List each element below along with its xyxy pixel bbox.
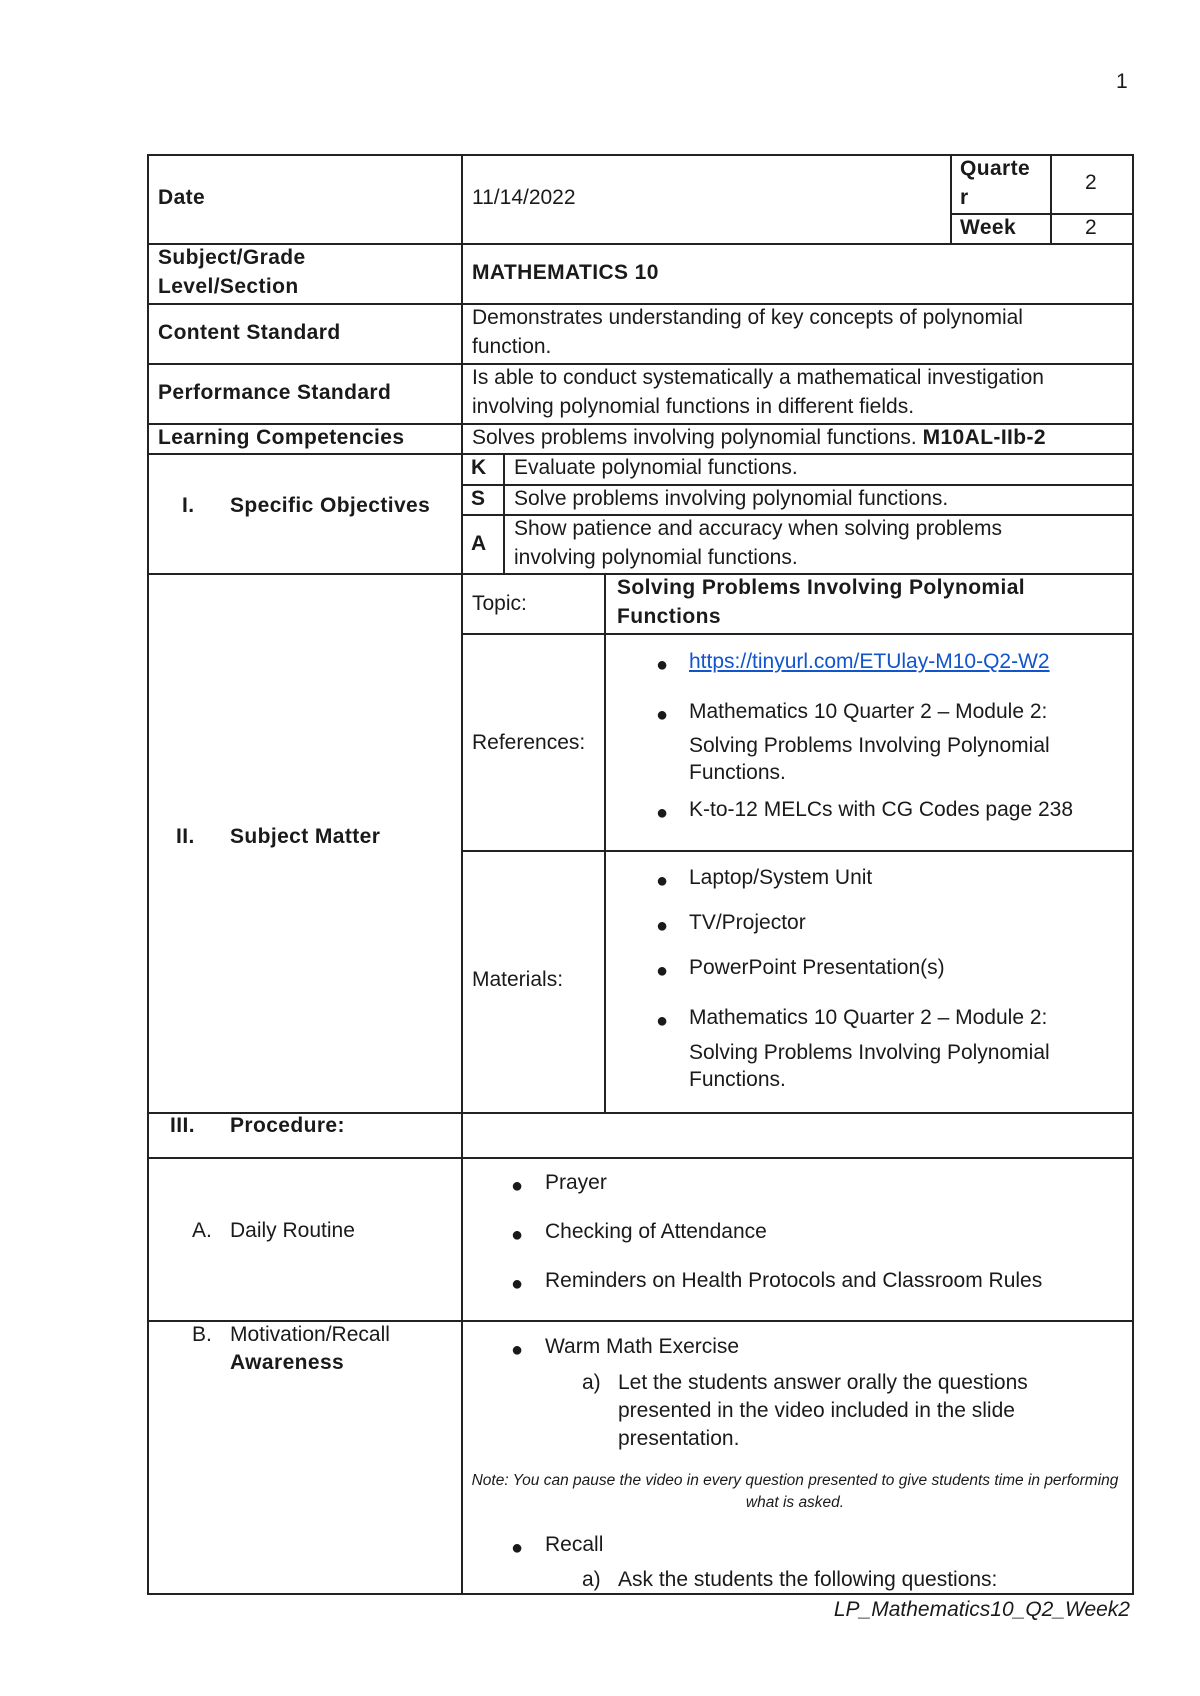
footer-doc-code: LP_Mathematics10_Q2_Week2 — [833, 1598, 1130, 1621]
procedure-label: Procedure: — [230, 1114, 345, 1137]
topic-label: Topic: — [472, 592, 527, 615]
warm-math-exercise: Warm Math Exercise — [545, 1335, 740, 1358]
reference-module-line3: Functions. — [689, 761, 786, 784]
learning-competencies-label: Learning Competencies — [158, 426, 405, 449]
content-standard-label: Content Standard — [158, 321, 341, 344]
reference-module-line1: Mathematics 10 Quarter 2 – Module 2: — [689, 700, 1048, 723]
bullet-icon: ● — [656, 1010, 669, 1032]
week-label: Week — [960, 216, 1017, 239]
material-powerpoint: PowerPoint Presentation(s) — [689, 956, 945, 979]
routine-reminders: Reminders on Health Protocols and Classroom Rules — [545, 1269, 1043, 1292]
topic-line1: Solving Problems Involving Polynomial — [617, 576, 1026, 599]
bullet-icon: ● — [656, 915, 669, 937]
content-standard-line2: function. — [472, 335, 552, 358]
quarter-value: 2 — [1085, 171, 1097, 194]
warm-a-letter: a) — [582, 1371, 601, 1394]
objective-a-line1: Show patience and accuracy when solving problems — [514, 517, 1002, 540]
competency-code: M10AL-IIb-2 — [922, 426, 1046, 449]
bullet-icon: ● — [656, 704, 669, 726]
performance-standard-line1: Is able to conduct systematically a mathematical investigation — [472, 366, 1044, 389]
material-module-line1: Mathematics 10 Quarter 2 – Module 2: — [689, 1006, 1048, 1029]
recall-a-letter: a) — [582, 1568, 601, 1591]
routine-prayer: Prayer — [545, 1171, 607, 1194]
objectives-label: Specific Objectives — [230, 494, 431, 517]
bullet-icon: ● — [656, 960, 669, 982]
performance-standard-label: Performance Standard — [158, 381, 392, 404]
objective-a-letter: A — [471, 532, 487, 555]
motivation-label: Motivation/Recall — [230, 1323, 390, 1346]
routine-attendance: Checking of Attendance — [545, 1220, 767, 1243]
topic-line2: Functions — [617, 605, 721, 628]
date-value: 11/14/2022 — [472, 186, 576, 209]
performance-standard-line2: involving polynomial functions in different fields. — [472, 395, 915, 418]
bullet-icon: ● — [656, 654, 669, 676]
teacher-note: Note: You can pause the video in every question presented to give students time in performing what is asked. — [471, 1472, 1119, 1511]
recall-a: Ask the students the following questions: — [618, 1568, 998, 1591]
quarter-label: Quarte — [960, 157, 1031, 180]
objective-a-line2: involving polynomial functions. — [514, 546, 798, 569]
references-label: References: — [472, 731, 586, 754]
recall: Recall — [545, 1533, 604, 1556]
subject-matter-roman: II. — [176, 825, 195, 848]
learning-competencies-text — [472, 424, 1046, 452]
objective-k-letter: K — [471, 456, 487, 479]
learning-competencies-value: Solves problems involving polynomial functions. — [472, 426, 917, 449]
material-tv: TV/Projector — [689, 911, 806, 934]
reference-link[interactable]: https://tinyurl.com/ETUlay-M10-Q2-W2 — [689, 650, 1050, 673]
bullet-icon: ● — [511, 1224, 524, 1246]
daily-routine-label: Daily Routine — [230, 1219, 355, 1242]
reference-melcs: K-to-12 MELCs with CG Codes page 238 — [689, 798, 1074, 821]
motivation-letter: B. — [192, 1323, 212, 1346]
subject-label-2: Level/Section — [158, 275, 299, 298]
procedure-roman: III. — [170, 1114, 195, 1137]
bullet-icon: ● — [511, 1273, 524, 1295]
objective-k-text: Evaluate polynomial functions. — [514, 456, 798, 479]
quarter-label-wrap: r — [960, 186, 969, 209]
content-standard-line1: Demonstrates understanding of key concepts of polynomial — [472, 306, 1023, 329]
bullet-icon: ● — [511, 1537, 524, 1559]
daily-routine-letter: A. — [192, 1219, 212, 1242]
bullet-icon: ● — [511, 1339, 524, 1361]
warm-a-line3: presentation. — [618, 1427, 740, 1450]
objective-s-letter: S — [471, 487, 486, 510]
warm-a-line1: Let the students answer orally the questions — [618, 1371, 1028, 1394]
warm-a-line2: presented in the video included in the slide — [618, 1399, 1015, 1422]
motivation-sub: Awareness — [230, 1351, 345, 1374]
reference-module-line2: Solving Problems Involving Polynomial — [689, 734, 1050, 757]
page-number: 1 — [1116, 70, 1128, 93]
date-label: Date — [158, 186, 206, 209]
material-module-line2: Solving Problems Involving Polynomial — [689, 1041, 1050, 1064]
bullet-icon: ● — [656, 870, 669, 892]
material-laptop: Laptop/System Unit — [689, 866, 873, 889]
material-module-line3: Functions. — [689, 1068, 786, 1091]
week-value: 2 — [1085, 216, 1097, 239]
objective-s-text: Solve problems involving polynomial functions. — [514, 487, 949, 510]
subject-matter-label: Subject Matter — [230, 825, 381, 848]
materials-label: Materials: — [472, 968, 564, 991]
objectives-roman: I. — [182, 494, 195, 517]
bullet-icon: ● — [656, 802, 669, 824]
subject-value: MATHEMATICS 10 — [472, 261, 659, 284]
subject-label: Subject/Grade — [158, 246, 306, 269]
bullet-icon: ● — [511, 1175, 524, 1197]
